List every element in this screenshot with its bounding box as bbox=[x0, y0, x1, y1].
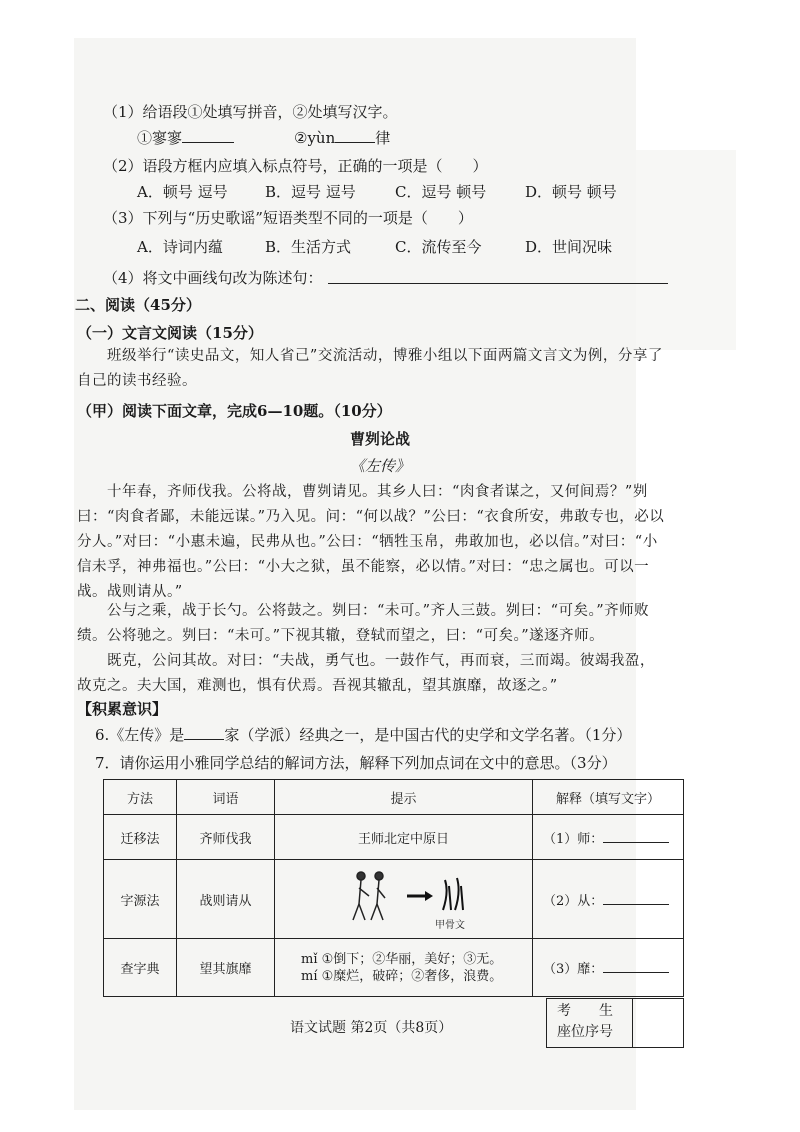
answer-blank-mi[interactable] bbox=[603, 958, 669, 973]
table-header-row bbox=[104, 780, 684, 815]
answer-blank-cong[interactable] bbox=[603, 890, 669, 905]
table-cell-word: 望其旗靡 bbox=[177, 939, 275, 997]
table-cell-word: 齐师伐我 bbox=[177, 815, 275, 860]
passage-jia-title: （甲）阅读下面文章，完成6—10题。（10分） bbox=[77, 402, 392, 420]
q1-answer-1 bbox=[137, 127, 234, 149]
method-table bbox=[103, 779, 684, 997]
seat-number-field[interactable] bbox=[633, 999, 683, 1047]
q1-a1-prefix: ①寥寥 bbox=[137, 129, 183, 147]
seat-number-box bbox=[546, 998, 684, 1048]
q1-stem: （1）给语段①处填写拼音，②处填写汉字。 bbox=[103, 103, 398, 121]
table-cell-word: 战则请从 bbox=[177, 860, 275, 939]
q3-option-c: C．流传至今 bbox=[395, 238, 482, 256]
q1-blank-2[interactable] bbox=[335, 128, 375, 143]
q3-stem: （3）下列与“历史歌谣”短语类型不同的一项是（ ） bbox=[103, 209, 473, 227]
q3-option-a: A．诗词内蕴 bbox=[137, 238, 223, 256]
q7-stem: 7．请你运用小雅同学总结的解词方法，解释下列加点词在文中的意思。（3分） bbox=[95, 754, 617, 772]
accumulate-title: 【积累意识】 bbox=[77, 700, 168, 718]
q2-option-a: A．顿号 逗号 bbox=[137, 183, 228, 201]
q4-answer-line[interactable] bbox=[328, 283, 668, 284]
q1-a2-suffix: 律 bbox=[375, 129, 391, 147]
table-cell-method: 字源法 bbox=[104, 860, 177, 939]
table-cell-hint bbox=[275, 860, 533, 939]
q3-option-b: B．生活方式 bbox=[265, 238, 352, 256]
q2-option-b: B．逗号 逗号 bbox=[265, 183, 356, 201]
table-header-word: 词语 bbox=[177, 780, 275, 815]
dictionary-entry-2: mí ①糜烂，破碎；②奢侈，浪费。 bbox=[301, 968, 503, 984]
oracle-bone-caption: 甲骨文 bbox=[435, 920, 465, 931]
table-cell-hint bbox=[275, 939, 533, 997]
seat-label bbox=[547, 999, 633, 1047]
answer-label-cong: （2）从： bbox=[543, 893, 604, 909]
q1-blank-1[interactable] bbox=[182, 128, 234, 143]
q1-answer-2 bbox=[294, 127, 390, 149]
passage-title: 曹刿论战 bbox=[349, 430, 410, 448]
table-cell-hint: 王师北定中原日 bbox=[275, 815, 533, 860]
q6-suffix: 家（学派）经典之一，是中国古代的史学和文学名著。（1分） bbox=[224, 726, 632, 744]
table-cell-answer bbox=[533, 815, 684, 860]
paper-shadow bbox=[636, 150, 736, 350]
answer-blank-shi[interactable] bbox=[603, 828, 669, 843]
section2-part1-title: （一）文言文阅读（15分） bbox=[77, 324, 263, 342]
q6-stem bbox=[95, 724, 631, 746]
table-cell-method: 查字典 bbox=[104, 939, 177, 997]
section2-intro: 班级举行“读史品文，知人省己”交流活动，博雅小组以下面两篇文言文为例，分享了自己的读书经验。 bbox=[77, 348, 663, 389]
oracle-bone-figure-icon bbox=[275, 860, 533, 938]
seat-label-line1: 考 生 bbox=[557, 1003, 613, 1019]
passage-paragraph-3: 既克，公问其故。对曰：“夫战，勇气也。一鼓作气，再而衰，三而竭。彼竭我盈，故克之。夫大国，难测也，惧有伏焉。吾视其辙乱，望其旗靡，故逐之。” bbox=[77, 653, 655, 694]
q2-stem: （2）语段方框内应填入标点符号，正确的一项是（ ） bbox=[103, 157, 488, 175]
table-cell-answer bbox=[533, 939, 684, 997]
table-cell-answer bbox=[533, 860, 684, 939]
passage-paragraph-1: 十年春，齐师伐我。公将战，曹刿请见。其乡人曰：“肉食者谋之，又何间焉？”刿曰：“肉食者鄙，未能远谋。”乃入见。问：“何以战？”公曰：“衣食所安，弗敢专也，必以分人。”对曰：“小惠未遍，民弗从也。”公曰：“牺牲玉帛，弗敢加也，必以信。”对曰：“小信未孚，神弗福也。”公曰：“小大之狱，虽不能察，必以情。”对曰：“忠之属也。可以一战。战则请从。” bbox=[77, 484, 665, 600]
answer-label-shi: （1）师： bbox=[543, 831, 604, 847]
answer-label-mi: （3）靡： bbox=[543, 962, 604, 977]
table-row bbox=[104, 815, 684, 860]
q6-prefix: 6.《左传》是 bbox=[95, 726, 185, 744]
table-row bbox=[104, 939, 684, 997]
seat-label-line2: 座位序号 bbox=[557, 1024, 613, 1040]
q4-stem: （4）将文中画线句改为陈述句： bbox=[103, 269, 323, 287]
q6-blank[interactable] bbox=[184, 725, 224, 740]
table-header-answer: 解释（填写文字） bbox=[533, 780, 684, 815]
table-header-method: 方法 bbox=[104, 780, 177, 815]
page-footer: 语文试题 第2页（共8页） bbox=[290, 1020, 453, 1036]
q1-a2-prefix: ②yùn bbox=[294, 129, 336, 147]
q3-option-d: D．世间况味 bbox=[525, 238, 613, 256]
dictionary-entry-1: mǐ ①倒下；②华丽，美好；③无。 bbox=[301, 951, 503, 967]
section2-title: 二、阅读（45分） bbox=[75, 296, 201, 314]
q2-option-c: C．逗号 顿号 bbox=[395, 183, 487, 201]
q2-option-d: D．顿号 顿号 bbox=[525, 183, 617, 201]
table-header-hint: 提示 bbox=[275, 780, 533, 815]
passage-source: 《左传》 bbox=[349, 457, 410, 475]
passage-paragraph-2: 公与之乘，战于长勺。公将鼓之。刿曰：“未可。”齐人三鼓。刿曰：“可矣。”齐师败绩。公将驰之。刿曰：“未可。”下视其辙，登轼而望之，曰：“可矣。”遂逐齐师。 bbox=[77, 603, 650, 644]
table-row bbox=[104, 860, 684, 939]
table-cell-method: 迁移法 bbox=[104, 815, 177, 860]
